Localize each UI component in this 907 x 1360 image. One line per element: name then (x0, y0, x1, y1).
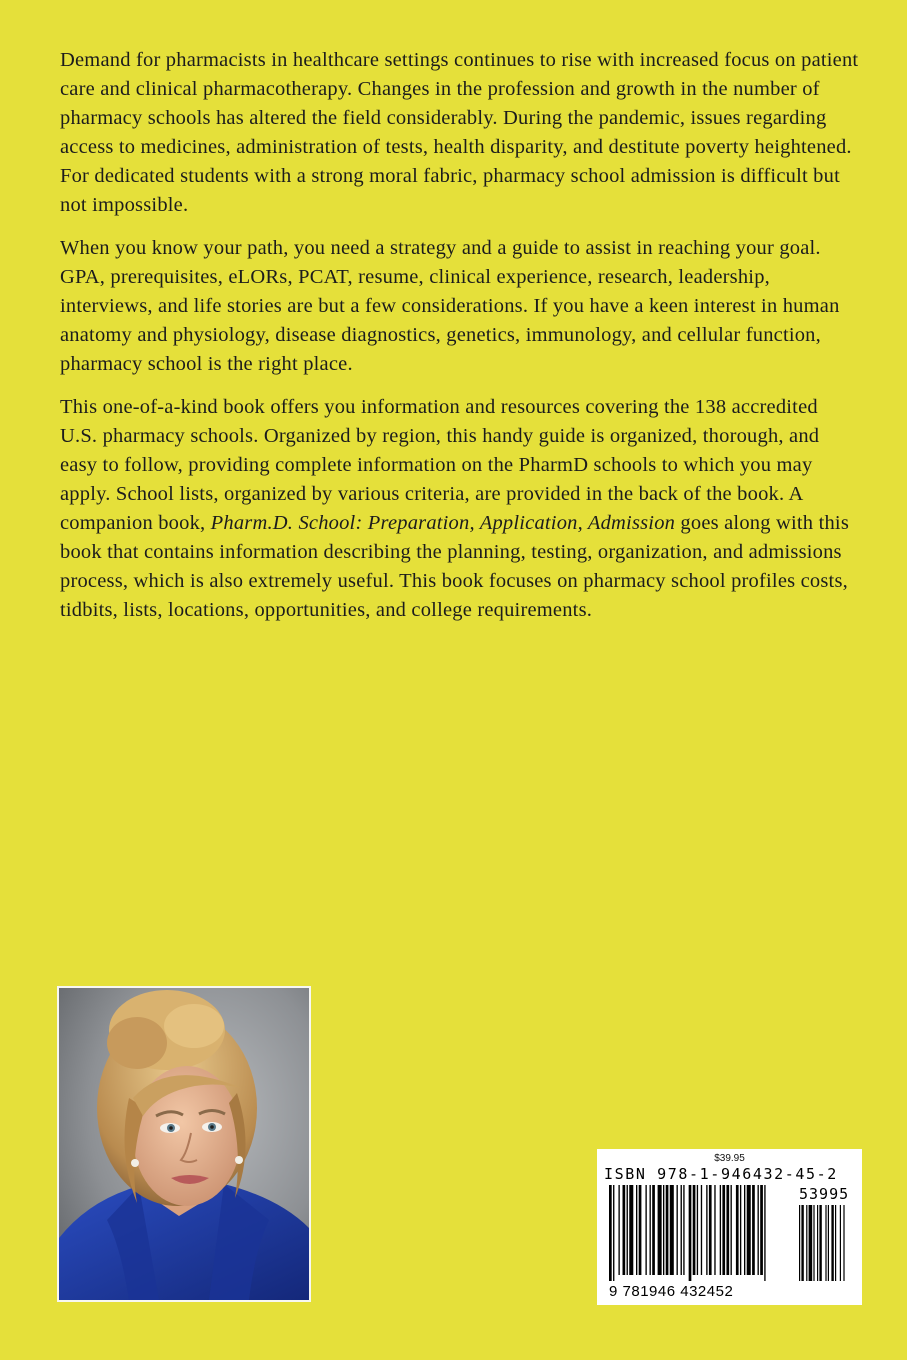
barcode-bar (726, 1185, 729, 1275)
barcode-bar (747, 1185, 751, 1275)
blurb-paragraph-3-start: This one-of-a-kind book offers you information and resources covering the 138 accredited U.S. pharmacy schools. Organized by region, this handy guide is organized, thorough, and easy to follow, providing complete information on the PharmD schools to which you may apply. School lists, organized by various criteria, are provided in the back of the book. A companion book, (60, 396, 820, 534)
addon-barcode-bar (809, 1205, 813, 1281)
companion-book-title: Pharm.D. School: Preparation, Application, Admission (210, 512, 676, 534)
barcode-bar (760, 1185, 763, 1275)
barcode-bar (720, 1185, 721, 1275)
barcode-bar (740, 1185, 741, 1275)
barcode-bar (714, 1185, 715, 1275)
barcode-bar (627, 1185, 628, 1275)
barcode-bar (636, 1185, 637, 1275)
addon-barcode-bar (843, 1205, 844, 1281)
barcode-bar (693, 1185, 696, 1275)
ean-digits: 9 781946 432452 (609, 1283, 734, 1300)
addon-barcode-bar (819, 1205, 821, 1281)
barcode-bar (613, 1185, 614, 1281)
barcode-bar (670, 1185, 674, 1275)
blurb-paragraph-3-end: goes along with this book that contains information describing the planning, testing, organization, and admissions process, which is also extremely useful. This book focuses on pharmacy school profiles costs, tidbits, lists, locations, opportunities, and college requirements. (60, 512, 849, 621)
barcode-bar (736, 1185, 739, 1275)
barcode-bar (618, 1185, 619, 1275)
blurb-paragraph-1: Demand for pharmacists in healthcare settings continues to rise with increased focus on patient care and clinical pharmacotherapy. Changes in the profession and growth in the number of pharmacy schools has altered the field considerably. During the pandemic, issues regarding access to medicines, administration of tests, health disparity, and destitute poverty heightened. For dedicated students with a strong moral fabric, pharmacy school admission is difficult but not impossible. (60, 49, 859, 216)
barcode-bar (629, 1185, 633, 1275)
addon-barcode-bar (817, 1205, 818, 1281)
addon-barcode-bar (840, 1205, 841, 1281)
barcode-bar (758, 1185, 759, 1275)
barcode-bar (701, 1185, 702, 1275)
author-photo (57, 986, 311, 1302)
blurb-paragraph-3 (60, 393, 860, 625)
addon-barcode-bar (825, 1205, 826, 1281)
barcode-bar (609, 1185, 612, 1281)
barcode-bar (652, 1185, 655, 1275)
blurb-paragraph-2: When you know your path, you need a strategy and a guide to assist in reaching your goal. GPA, prerequisites, eLORs, PCAT, resume, clinical experience, research, leadership, interviews, and life stories are but a few considerations. If you have a keen interest in human anatomy and physiology, disease diagnostics, genetics, immunology, and cellular function, pharmacy school is the right place. (60, 237, 840, 375)
barcode-bar (666, 1185, 669, 1275)
barcode-bar (639, 1185, 642, 1275)
barcode-bar (650, 1185, 651, 1275)
addon-barcode-bar (799, 1205, 800, 1281)
barcode-bar (706, 1185, 707, 1275)
barcode-bar (683, 1185, 684, 1275)
addon-barcode-bar (801, 1205, 803, 1281)
addon-digits: 53995 (799, 1185, 850, 1203)
addon-barcode-bar (828, 1205, 829, 1281)
barcode-bar (645, 1185, 646, 1275)
barcode-bar (689, 1185, 692, 1281)
addon-barcode-bar (831, 1205, 833, 1281)
barcode-bar (744, 1185, 745, 1275)
addon-barcode-bar (835, 1205, 836, 1281)
addon-barcode-bar (806, 1205, 807, 1281)
barcode-bar (722, 1185, 725, 1275)
price-label: $39.95 (714, 1153, 745, 1164)
barcode-bar (677, 1185, 678, 1275)
barcode-bar (764, 1185, 765, 1281)
barcode-bar (709, 1185, 712, 1275)
isbn-label: ISBN 978-1-946432-45-2 (604, 1165, 838, 1183)
barcode-bar (697, 1185, 698, 1275)
addon-barcode-bar (813, 1205, 814, 1281)
barcode-bar (752, 1185, 755, 1275)
isbn-barcode-block (597, 1149, 862, 1305)
barcode-bar (731, 1185, 732, 1275)
barcode-bar (663, 1185, 664, 1275)
barcode-bar (623, 1185, 626, 1275)
barcode-bar (681, 1185, 682, 1275)
barcode-bar (658, 1185, 662, 1275)
back-cover-blurb (60, 46, 860, 639)
